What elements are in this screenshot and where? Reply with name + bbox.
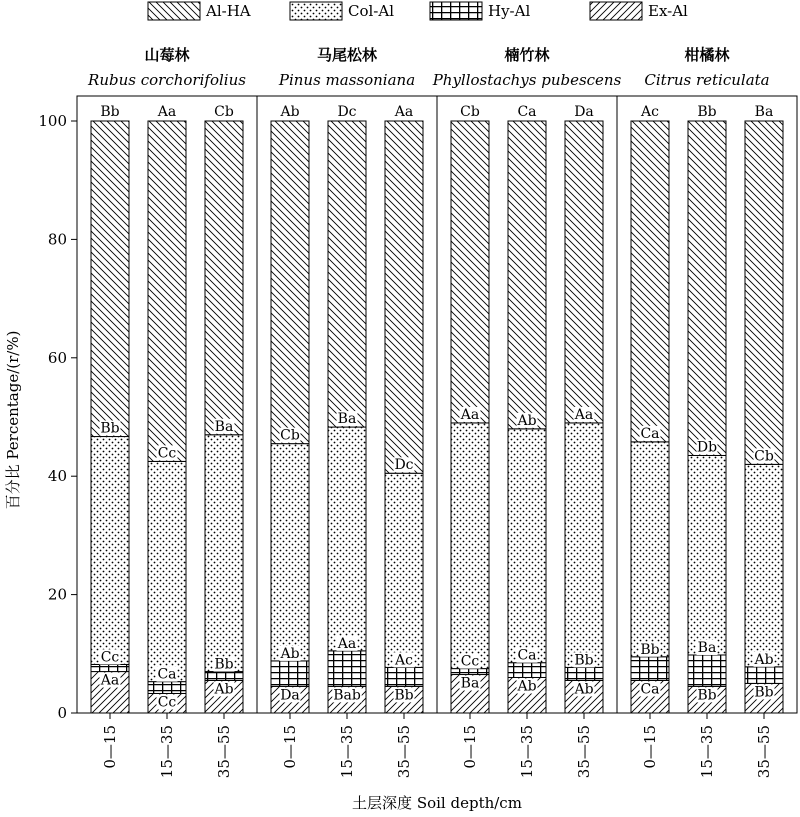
letter-hy-al: Bb [640,641,660,658]
bar-segment-al-ha [565,121,603,423]
letter-hy-al: Ca [517,647,537,664]
bar-segment-al-ha [631,121,669,442]
letter-ex-al: Bb [697,687,717,704]
letter-al-ha: Cb [460,104,480,120]
letter-hy-al: Ba [697,639,717,656]
legend-label-col-al: Col-Al [348,2,395,20]
group-title-zh: 柑橘林 [684,46,730,64]
bar-segment-hy-al [688,655,726,686]
bar-segment-al-ha [328,121,366,427]
bar-segment-hy-al [205,672,243,681]
group-title-en: Rubus corchorifolius [88,71,246,89]
letter-al-ha: Bb [697,104,717,120]
legend-label-hy-al: Hy-Al [488,2,531,20]
bar-segment-col-al [688,455,726,655]
bar-segment-al-ha [148,121,186,461]
bar-segment-col-al [631,442,669,657]
legend-label-ex-al: Ex-Al [648,2,688,20]
letter-al-ha: Ac [641,104,659,120]
bar-segment-col-al [451,423,489,669]
letter-al-ha: Dc [337,104,357,120]
letter-col-al: Ab [517,412,537,429]
letter-hy-al: Aa [337,635,357,652]
x-tick-label: 0—15 [641,725,659,769]
bar-segment-hy-al [508,663,546,678]
legend-swatch-ex-al [590,2,642,20]
group-title-en: Phyllostachys pubescens [432,71,622,89]
letter-ex-al: Aa [100,672,120,689]
letter-al-ha: Ca [517,104,537,120]
letter-col-al: Cb [754,448,774,465]
letter-al-ha: Da [574,104,594,120]
bar-segment-hy-al [271,661,309,686]
bar-segment-col-al [271,444,309,661]
letter-hy-al: Ac [395,652,413,669]
x-tick-label: 15—35 [518,725,536,779]
letter-al-ha: Aa [157,104,177,120]
group-title-zh: 楠竹林 [504,46,550,64]
y-tick-label: 0 [57,704,67,722]
bar-segment-al-ha [451,121,489,423]
group-title-en: Citrus reticulata [644,71,770,89]
letter-ex-al: Ab [214,681,234,698]
letter-ex-al: Ca [640,681,660,698]
bar-segment-al-ha [271,121,309,444]
letter-col-al: Dc [394,457,414,474]
letter-ex-al: Bb [394,687,414,704]
letter-hy-al: Ca [157,666,177,683]
letter-hy-al: Bb [214,656,234,673]
letter-ex-al: Ba [460,675,480,692]
x-tick-label: 0—15 [101,725,119,769]
group-headers [87,46,770,89]
x-tick-label: 35—55 [395,725,413,779]
bar-segment-al-ha [385,121,423,473]
legend-label-al-ha: Al-HA [206,2,251,20]
letter-col-al: Cc [157,445,177,462]
group-title-en: Pinus massoniana [278,71,416,89]
bar-segment-al-ha [745,121,783,464]
letter-col-al: Ca [640,425,660,442]
x-tick-label: 0—15 [461,725,479,769]
bar-segment-hy-al [148,682,186,694]
letter-ex-al: Bab [333,687,361,704]
letter-hy-al: Bb [574,652,594,669]
letter-col-al: Cb [280,427,300,444]
bar-segment-al-ha [508,121,546,429]
letter-ex-al: Da [280,687,300,704]
bars [91,96,783,713]
x-tick-label: 35—55 [755,725,773,779]
letter-hy-al: Cc [460,653,480,670]
legend-swatch-hy-al [430,2,482,20]
bar-segment-col-al [565,423,603,667]
legend-swatch-col-al [290,2,342,20]
group-title-zh: 山莓林 [144,46,190,64]
bar-segment-al-ha [91,121,129,437]
letter-al-ha: Ab [280,104,300,120]
bar-segment-col-al [508,429,546,663]
letter-col-al: Aa [574,406,594,423]
letter-al-ha: Bb [100,104,120,120]
bar-segment-hy-al [745,667,783,684]
bar-segment-al-ha [688,121,726,455]
letter-ex-al: Cc [157,694,177,711]
x-tick-label: 35—55 [575,725,593,779]
letter-hy-al: Ab [280,645,300,662]
letter-al-ha: Ba [754,104,774,120]
bar-segment-hy-al [385,667,423,686]
bar-segment-hy-al [91,664,129,671]
letter-ex-al: Bb [754,684,774,701]
x-axis-title: 土层深度 Soil depth/cm [352,794,522,812]
x-axis [101,713,773,778]
bar-segment-al-ha [205,121,243,435]
letter-al-ha: Cb [214,104,234,120]
letter-hy-al: Cc [100,649,120,666]
bar-segment-col-al [385,473,423,667]
letter-col-al: Bb [100,420,120,437]
bar-segment-hy-al [328,651,366,687]
letter-hy-al: Ab [754,651,774,668]
y-tick-label: 20 [47,585,67,604]
legend [148,2,688,20]
bar-segment-hy-al [631,657,669,681]
letter-ex-al: Ab [574,681,594,698]
y-axis [38,112,77,722]
bar-segment-col-al [328,427,366,651]
group-title-zh: 马尾松林 [316,46,378,64]
x-tick-label: 0—15 [281,725,299,769]
letter-ex-al: Ab [517,678,537,695]
x-tick-label: 15—35 [158,725,176,779]
bar-segment-col-al [91,437,129,665]
letter-col-al: Aa [460,406,480,423]
y-tick-label: 100 [38,112,67,130]
y-tick-label: 40 [47,467,67,486]
x-tick-label: 15—35 [698,725,716,779]
letter-col-al: Db [696,439,718,456]
y-axis-title: 百分比 Percentage/(r/%) [4,330,22,510]
letter-al-ha: Aa [394,104,414,120]
x-tick-label: 35—55 [215,725,233,779]
bar-segment-col-al [205,435,243,672]
y-tick-label: 60 [47,348,67,367]
letter-col-al: Ba [337,411,357,428]
x-tick-label: 15—35 [338,725,356,779]
bar-segment-col-al [745,464,783,666]
letter-col-al: Ba [214,418,234,435]
bar-segment-hy-al [565,667,603,680]
legend-swatch-al-ha [148,2,200,20]
y-tick-label: 80 [47,230,67,249]
bar-segment-col-al [148,461,186,681]
